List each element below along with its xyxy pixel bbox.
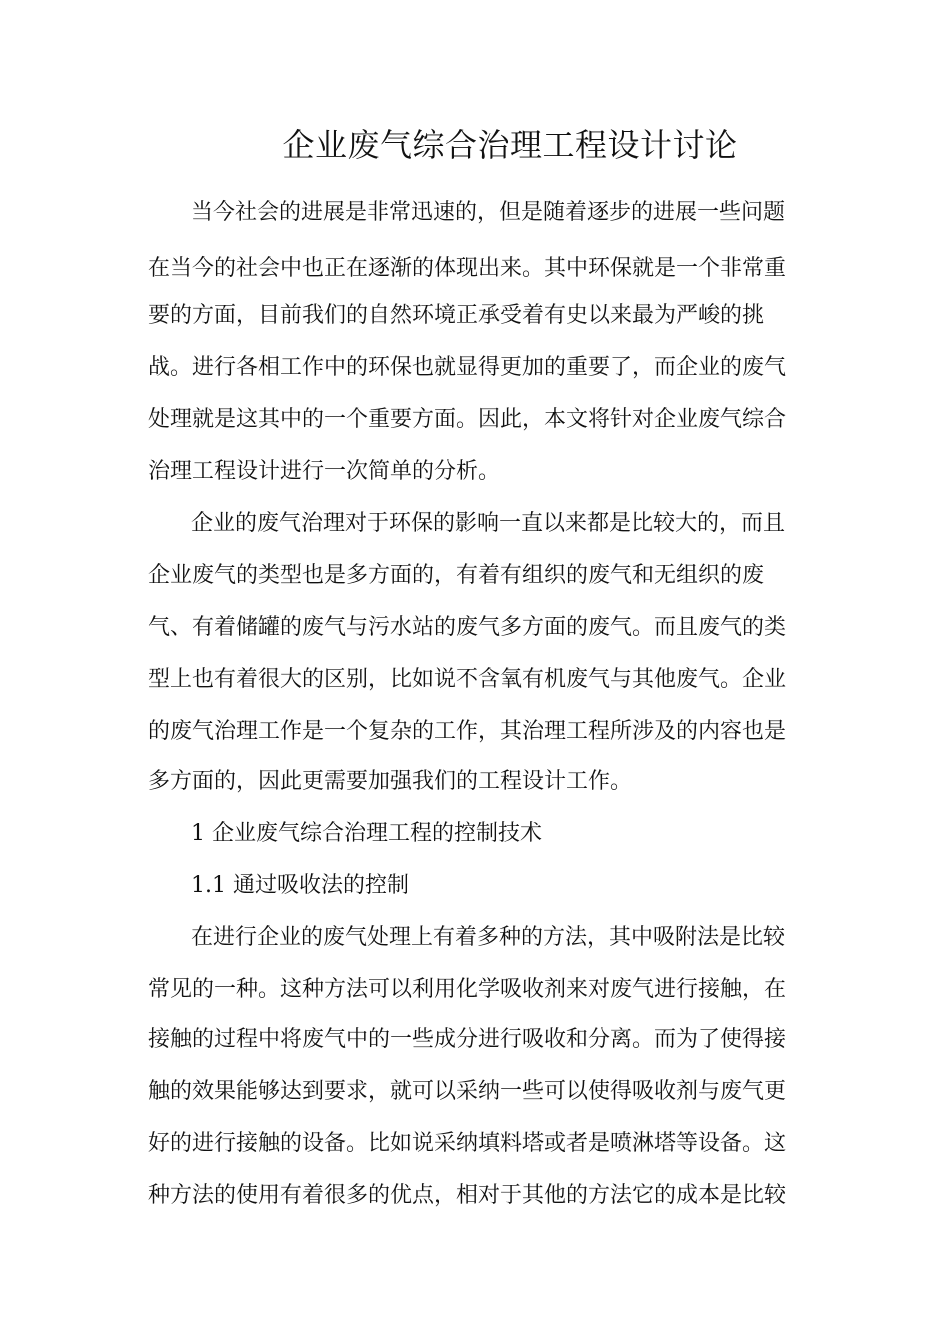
paragraph-line: 种方法的使用有着很多的优点，相对于其他的方法它的成本是比较: [148, 1183, 787, 1208]
paragraph-line: 气、有着储罐的废气与污水站的废气多方面的废气。而且废气的类: [148, 615, 787, 640]
paragraph-line: 接触的过程中将废气中的一些成分进行吸收和分离。而为了使得接: [148, 1027, 787, 1052]
paragraph-line: 当今社会的进展是非常迅速的，但是随着逐步的进展一些问题: [191, 200, 786, 225]
paragraph-line: 的废气治理工作是一个复杂的工作，其治理工程所涉及的内容也是: [148, 719, 787, 744]
paragraph-line: 好的进行接触的设备。比如说采纳填料塔或者是喷淋塔等设备。这: [148, 1131, 787, 1156]
document-title: 企业废气综合治理工程设计讨论: [282, 126, 738, 164]
paragraph-line: 型上也有着很大的区别，比如说不含氧有机废气与其他废气。企业: [148, 667, 787, 692]
paragraph-line: 在当今的社会中也正在逐渐的体现出来。其中环保就是一个非常重: [148, 256, 787, 281]
paragraph-line: 企业的废气治理对于环保的影响一直以来都是比较大的，而且: [191, 511, 786, 536]
paragraph-line: 常见的一种。这种方法可以利用化学吸收剂来对废气进行接触，在: [148, 977, 787, 1002]
paragraph-line: 触的效果能够达到要求，就可以采纳一些可以使得吸收剂与废气更: [148, 1079, 787, 1104]
paragraph-line: 企业废气的类型也是多方面的，有着有组织的废气和无组织的废: [148, 563, 765, 588]
paragraph-line: 处理就是这其中的一个重要方面。因此，本文将针对企业废气综合: [148, 407, 787, 432]
subsection-heading: 1.1 通过吸收法的控制: [191, 873, 409, 898]
paragraph-line: 在进行企业的废气处理上有着多种的方法，其中吸附法是比较: [191, 925, 786, 950]
paragraph-line: 治理工程设计进行一次简单的分析。: [148, 459, 501, 484]
paragraph-line: 多方面的，因此更需要加强我们的工程设计工作。: [148, 769, 633, 794]
paragraph-line: 战。进行各相工作中的环保也就显得更加的重要了，而企业的废气: [148, 355, 787, 380]
section-heading: 1 企业废气综合治理工程的控制技术: [191, 821, 542, 846]
paragraph-line: 要的方面，目前我们的自然环境正承受着有史以来最为严峻的挑: [148, 303, 765, 328]
